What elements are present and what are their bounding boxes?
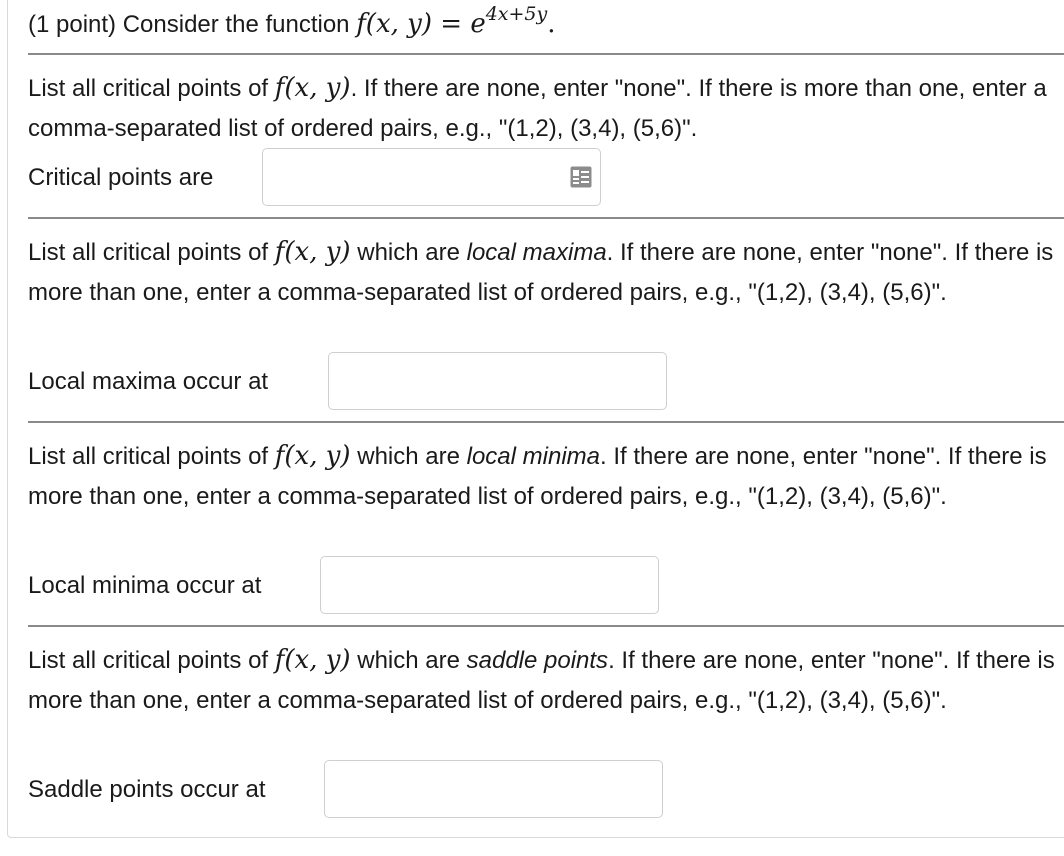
equation-preview-icon[interactable] [570, 166, 592, 188]
function-ref: f(x, y) [274, 645, 351, 675]
answer-label: Local minima occur at [28, 572, 262, 599]
part-saddle-points [28, 640, 1058, 803]
answer-label: Saddle points occur at [28, 776, 266, 803]
function-definition [356, 3, 556, 39]
function-ref: f(x, y) [274, 237, 351, 267]
critical-points-input-box[interactable] [262, 148, 601, 206]
header-period: . [547, 9, 556, 39]
answer-row [28, 148, 213, 208]
answer-row [28, 352, 268, 412]
part-critical-points [28, 68, 1058, 191]
function-exponent: 4x+5y [485, 3, 548, 25]
instruction-intro: List all critical points of [28, 647, 269, 674]
saddle-points-input[interactable] [325, 761, 662, 817]
function-ref: f(x, y) [274, 73, 351, 103]
part-local-maxima [28, 232, 1058, 395]
instruction-rest: . If there are none, enter "none". If there is more than one, enter a comma-separated list of ordered pairs, e.g., "(1,2), (3,4), (5,6)". [28, 647, 1055, 714]
divider [28, 217, 1064, 219]
problem-panel [7, 0, 1064, 838]
part-instructions [28, 436, 1058, 517]
function-base: e [470, 9, 486, 39]
instruction-rest: . If there are none, enter "none". If there is more than one, enter a comma-separated list of ordered pairs, e.g., "(1,2), (3,4), (5,6)". [28, 239, 1054, 306]
qualifier-italic: saddle points [466, 647, 609, 674]
instruction-intro: List all critical points of [28, 75, 269, 102]
local-minima-input-box[interactable] [320, 556, 659, 614]
qualifier-prefix: which are [350, 239, 467, 266]
divider [28, 625, 1064, 627]
part-instructions [28, 232, 1058, 313]
answer-label: Critical points are [28, 164, 214, 191]
critical-points-input[interactable] [263, 149, 600, 205]
local-maxima-input[interactable] [329, 353, 666, 409]
part-instructions [28, 68, 1058, 149]
equals-sign: = [440, 9, 463, 39]
qualifier-prefix: which are [350, 443, 467, 470]
local-maxima-input-box[interactable] [328, 352, 667, 410]
qualifier-italic: local maxima [466, 239, 607, 266]
function-ref: f(x, y) [274, 441, 351, 471]
instruction-rest: . If there are none, enter "none". If there is more than one, enter a comma-separated list of ordered pairs, e.g., "(1,2), (3,4), (5,6)". [28, 443, 1047, 510]
answer-row [28, 556, 261, 616]
answer-row [28, 760, 265, 820]
function-lhs: f(x, y) [356, 9, 432, 39]
header-prefix: (1 point) Consider the function [28, 11, 350, 38]
qualifier-italic: local minima [466, 443, 600, 470]
answer-label: Local maxima occur at [28, 368, 269, 395]
qualifier-prefix: which are [350, 647, 467, 674]
instruction-intro: List all critical points of [28, 239, 269, 266]
instruction-rest: . If there are none, enter "none". If there is more than one, enter a comma-separated list of ordered pairs, e.g., "(1,2), (3,4), (5,6)". [28, 75, 1047, 142]
instruction-intro: List all critical points of [28, 443, 269, 470]
part-local-minima [28, 436, 1058, 599]
divider [28, 421, 1064, 423]
divider [28, 53, 1064, 55]
saddle-points-input-box[interactable] [324, 760, 663, 818]
local-minima-input[interactable] [321, 557, 658, 613]
part-instructions [28, 640, 1058, 721]
problem-header [28, 4, 556, 44]
